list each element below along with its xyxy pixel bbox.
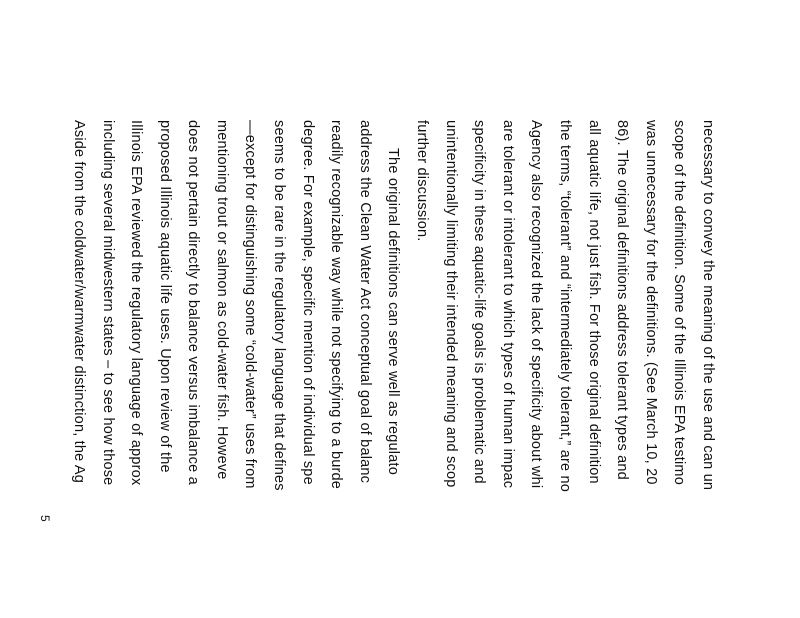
text-line: —except for distinguishing some “cold-water” uses from xyxy=(242,120,259,489)
text-line: Aside from the coldwater/warmwater distinction, the Ag xyxy=(70,120,87,483)
text-line: necessary to convey the meaning of the use and can un xyxy=(700,120,716,491)
text-line: scope of the definition. Some of the Illinois EPA testimo xyxy=(671,120,688,485)
text-line: does not pertain directly to balance versus imbalance a xyxy=(185,120,202,485)
text-line: specificity in these aquatic-life goals is problematic and xyxy=(471,120,488,484)
text-line: further discussion. xyxy=(414,120,431,242)
text-line: 86). The original definitions address tolerant types and xyxy=(614,120,631,480)
text-line: mentioning trout or salmon as cold-water fish. Howeve xyxy=(213,120,230,480)
text-line: Agency also recognized the lack of specificity about whi xyxy=(528,120,545,489)
body-text xyxy=(64,120,722,618)
text-line: address the Clean Water Act conceptual goal of balanc xyxy=(356,120,373,484)
text-line: Illinois EPA reviewed the regulatory language of approx xyxy=(128,120,145,486)
text-line: readily recognizable way while not specifying to a burde xyxy=(328,120,345,490)
text-line: seems to be rare in the regulatory language that defines xyxy=(271,120,288,491)
text-line: proposed Illinois aquatic life uses. Upon review of the xyxy=(156,120,173,473)
page-number: 5 xyxy=(38,515,52,522)
text-line: the terms, “tolerant” and “intermediately tolerant,” are no xyxy=(557,120,574,493)
text-line-paragraph-start: The original definitions can serve well as regulato xyxy=(385,148,402,475)
text-line: are tolerant or intolerant to which types of human impac xyxy=(499,120,516,489)
text-line: unintentionally limiting their intended meaning and scop xyxy=(442,120,459,488)
text-line: including several midwestern states – to see how those xyxy=(99,120,116,486)
text-line: all aquatic life, not just fish. For those original definition xyxy=(585,120,602,484)
text-line: was unnecessary for the definitions. (See March 10, 20 xyxy=(642,120,659,485)
text-line: degree. For example, specific mention of individual spe xyxy=(299,120,316,485)
